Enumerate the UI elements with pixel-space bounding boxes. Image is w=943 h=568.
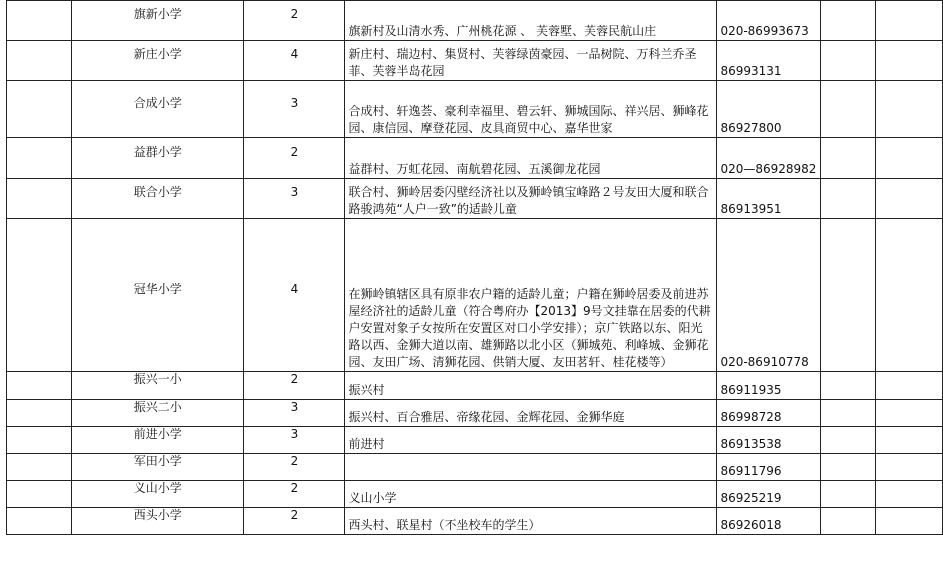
school-name-cell-text: 西头小学 (133, 507, 182, 522)
enrollment-area-cell: 振兴村 (345, 372, 717, 400)
phone-cell: 020-86993673 (717, 1, 821, 41)
blank-cell-remark (821, 400, 876, 427)
blank-cell-remark (821, 372, 876, 400)
school-name-cell (72, 427, 244, 454)
school-name-cell-text: 合成小学 (133, 95, 182, 110)
school-name-cell-text: 新庄小学 (133, 47, 182, 61)
phone-cell: 86913538 (717, 427, 821, 454)
table-row (7, 138, 943, 179)
school-name-cell-text: 冠华小学 (133, 281, 182, 296)
blank-cell-right (876, 138, 943, 179)
blank-cell-left (7, 41, 72, 81)
blank-cell-left (7, 481, 72, 508)
blank-cell-right (876, 179, 943, 219)
class-count-cell-text: 3 (290, 399, 299, 414)
table-row (7, 372, 943, 400)
enrollment-area-cell: 益群村、万虹花园、南航碧花园、五溪御龙花园 (345, 138, 717, 179)
table-body (7, 1, 943, 535)
school-name-cell (72, 179, 244, 219)
class-count-cell-text: 2 (290, 480, 299, 495)
class-count-cell (244, 41, 345, 81)
school-name-cell (72, 481, 244, 508)
enrollment-area-cell: 前进村 (345, 427, 717, 454)
blank-cell-left (7, 454, 72, 481)
school-name-cell (72, 508, 244, 535)
class-count-cell (244, 372, 345, 400)
blank-cell-remark (821, 179, 876, 219)
blank-cell-remark (821, 219, 876, 372)
school-district-table (6, 0, 943, 535)
blank-cell-remark (821, 508, 876, 535)
blank-cell-left (7, 138, 72, 179)
class-count-cell-text: 2 (290, 144, 299, 159)
blank-cell-left (7, 219, 72, 372)
school-name-cell (72, 41, 244, 81)
blank-cell-remark (821, 427, 876, 454)
class-count-cell (244, 1, 345, 41)
class-count-cell-text: 4 (290, 281, 299, 296)
class-count-cell (244, 219, 345, 372)
class-count-cell (244, 400, 345, 427)
blank-cell-left (7, 427, 72, 454)
enrollment-area-cell (345, 454, 717, 481)
class-count-cell-text: 2 (290, 7, 299, 21)
school-name-cell-text: 联合小学 (133, 185, 182, 199)
phone-cell: 86993131 (717, 41, 821, 81)
blank-cell-remark (821, 1, 876, 41)
school-name-cell (72, 1, 244, 41)
enrollment-area-cell: 振兴村、百合雅居、帝缘花园、金辉花园、金狮华庭 (345, 400, 717, 427)
blank-cell-right (876, 372, 943, 400)
class-count-cell (244, 81, 345, 138)
school-name-cell-text: 义山小学 (133, 480, 182, 495)
table-row (7, 400, 943, 427)
table-row (7, 219, 943, 372)
school-name-cell (72, 81, 244, 138)
blank-cell-remark (821, 138, 876, 179)
school-name-cell-text: 益群小学 (133, 144, 182, 159)
phone-cell: 86925219 (717, 481, 821, 508)
enrollment-area-cell: 在狮岭镇辖区具有原非农户籍的适龄儿童；户籍在狮岭居委及前进苏屋经济社的适龄儿童（符合粤府办【2013】9号文挂靠在居委的代耕户安置对象子女按所在安置区对口小学安排）；京广铁路以东、阳光路以西、金狮大道以南、雄狮路以北小区（狮城苑、利峰城、金狮花园、友田广场、清狮花园、供销大厦、友田茗轩、桂花楼等） (345, 219, 717, 372)
school-name-cell-text: 旗新小学 (133, 7, 182, 21)
blank-cell-left (7, 372, 72, 400)
enrollment-area-cell: 联合村、狮岭居委闪壁经济社以及狮岭镇宝峰路２号友田大厦和联合路骏鸿苑“人户一致”的适龄儿童 (345, 179, 717, 219)
table-row (7, 1, 943, 41)
class-count-cell-text: 3 (290, 426, 299, 441)
class-count-cell-text: 4 (290, 47, 299, 61)
phone-cell: 86998728 (717, 400, 821, 427)
enrollment-area-cell: 西头村、联星村（不坐校车的学生） (345, 508, 717, 535)
table-row (7, 41, 943, 81)
enrollment-area-cell: 义山小学 (345, 481, 717, 508)
phone-cell: 86913951 (717, 179, 821, 219)
phone-cell: 020—86928982 (717, 138, 821, 179)
school-name-cell-text: 军田小学 (133, 453, 182, 468)
blank-cell-left (7, 179, 72, 219)
table-row (7, 508, 943, 535)
blank-cell-right (876, 219, 943, 372)
blank-cell-left (7, 508, 72, 535)
school-name-cell-text: 振兴一小 (133, 372, 182, 386)
enrollment-area-cell: 旗新村及山清水秀、广州桃花源 、 芙蓉墅、芙蓉民航山庄 (345, 1, 717, 41)
blank-cell-right (876, 1, 943, 41)
phone-cell: 86926018 (717, 508, 821, 535)
phone-cell: 020-86910778 (717, 219, 821, 372)
class-count-cell (244, 179, 345, 219)
phone-cell: 86927800 (717, 81, 821, 138)
class-count-cell-text: 3 (290, 185, 299, 199)
class-count-cell (244, 454, 345, 481)
blank-cell-right (876, 454, 943, 481)
blank-cell-right (876, 81, 943, 138)
class-count-cell-text: 2 (290, 372, 299, 386)
blank-cell-remark (821, 41, 876, 81)
enrollment-area-cell: 合成村、轩逸荟、豪利幸福里、碧云轩、狮城国际、祥兴居、狮峰花园、康信园、摩登花园、皮具商贸中心、嘉华世家 (345, 81, 717, 138)
school-name-cell (72, 372, 244, 400)
table-row (7, 427, 943, 454)
phone-cell: 86911796 (717, 454, 821, 481)
enrollment-area-cell: 新庄村、瑞边村、集贤村、芙蓉绿茵豪园、一品树院、万科兰乔圣菲、芙蓉半岛花园 (345, 41, 717, 81)
school-name-cell-text: 前进小学 (133, 426, 182, 441)
table-row (7, 454, 943, 481)
table-row (7, 81, 943, 138)
class-count-cell (244, 481, 345, 508)
blank-cell-left (7, 1, 72, 41)
school-name-cell (72, 400, 244, 427)
school-name-cell (72, 454, 244, 481)
class-count-cell-text: 3 (290, 95, 299, 110)
class-count-cell (244, 508, 345, 535)
blank-cell-right (876, 427, 943, 454)
blank-cell-right (876, 41, 943, 81)
school-name-cell (72, 138, 244, 179)
school-name-cell (72, 219, 244, 372)
phone-cell: 86911935 (717, 372, 821, 400)
blank-cell-right (876, 508, 943, 535)
class-count-cell-text: 2 (290, 453, 299, 468)
table-row (7, 179, 943, 219)
blank-cell-remark (821, 81, 876, 138)
blank-cell-right (876, 400, 943, 427)
school-name-cell-text: 振兴二小 (133, 399, 182, 414)
blank-cell-left (7, 81, 72, 138)
blank-cell-left (7, 400, 72, 427)
blank-cell-remark (821, 481, 876, 508)
blank-cell-right (876, 481, 943, 508)
class-count-cell-text: 2 (290, 507, 299, 522)
class-count-cell (244, 138, 345, 179)
class-count-cell (244, 427, 345, 454)
table-row (7, 481, 943, 508)
blank-cell-remark (821, 454, 876, 481)
